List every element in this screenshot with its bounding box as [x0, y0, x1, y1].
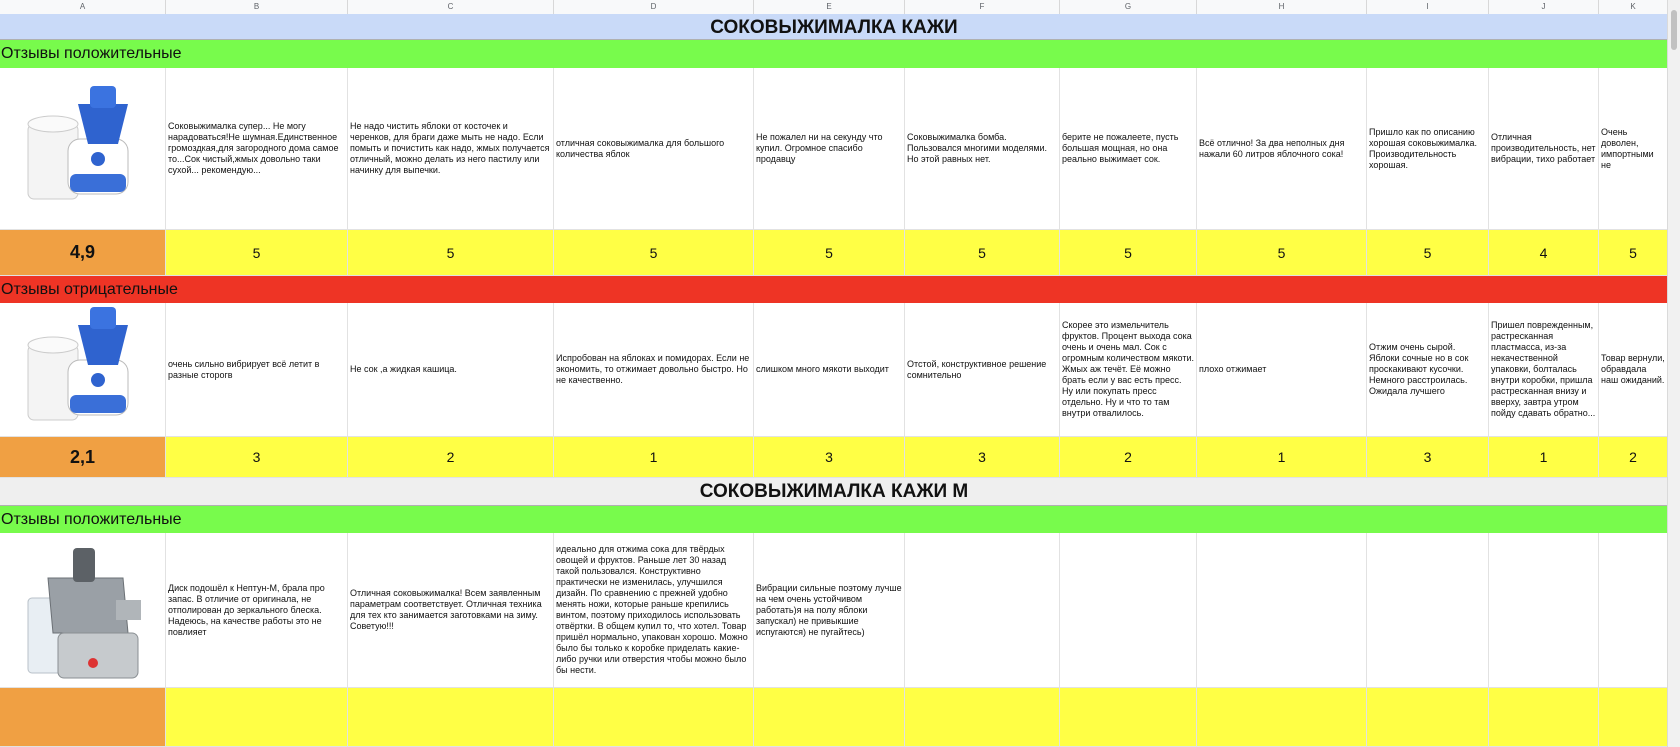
- column-header-a[interactable]: A: [0, 0, 166, 14]
- positive-ratings-row: [0, 230, 1668, 276]
- vertical-scrollbar[interactable]: [1667, 0, 1680, 747]
- review-cell[interactable]: [348, 303, 554, 437]
- column-header-e[interactable]: E: [754, 0, 905, 14]
- rating-cell[interactable]: [1060, 688, 1197, 747]
- review-cell[interactable]: [1489, 303, 1599, 437]
- rating-cell[interactable]: [348, 688, 554, 747]
- review-text: Соковыжималка супер... Не могу нарадоваться!Не шумная.Единственное громоздкая,для загородного дома самое то...Сок чистый,жмых довольно таки сухой... рекомендую...: [168, 121, 339, 175]
- rating-cell[interactable]: 1: [1197, 437, 1367, 478]
- rating-cell[interactable]: 4: [1489, 230, 1599, 276]
- rating-cell[interactable]: 5: [1060, 230, 1197, 276]
- review-cell[interactable]: [754, 68, 905, 230]
- rating-cell[interactable]: [554, 688, 754, 747]
- review-text: Испробован на яблоках и помидорах. Если не экономить, то отжимает довольно быстро. Но не качественно.: [556, 353, 750, 385]
- review-cell[interactable]: [554, 68, 754, 230]
- rating-cell[interactable]: 5: [754, 230, 905, 276]
- rating-cell[interactable]: 3: [166, 437, 348, 478]
- average-rating-cell[interactable]: 2,1: [0, 437, 166, 478]
- review-cell[interactable]: [166, 303, 348, 437]
- review-text: Вибрации сильные поэтому лучше на чем очень устойчивом работать)я на полу яблоки запускал) не привыкшие испугаются) не пугайтесь): [756, 582, 902, 637]
- rating-cell[interactable]: [754, 688, 905, 747]
- rating-cell[interactable]: 3: [905, 437, 1060, 478]
- column-header-d[interactable]: D: [554, 0, 754, 14]
- average-rating-cell[interactable]: 4,9: [0, 230, 166, 276]
- review-text: идеально для отжима сока для твёрдых овощей и фруктов. Раньше лет 30 назад такой пользовался. Конструктивно практически не изменилась, улучшился дизайн. По сравнению с прежней удобно менять ножи, которые раньше крепились винтом, поэтому приходилось использовать отвёртки. В общем купил то, что хотел. Товар пришёл нормально, упакован хорошо. Можно было бы только к коробке приделать какие-либо ручки или отверстия чтобы можно было бы нести.: [556, 544, 748, 675]
- rating-cell[interactable]: [905, 688, 1060, 747]
- review-cell[interactable]: [1367, 533, 1489, 688]
- review-text: Соковыжималка бомба. Пользовался многими моделями. Но этой равных нет.: [907, 132, 1048, 164]
- rating-cell[interactable]: [1599, 688, 1668, 747]
- rating-cell[interactable]: [166, 688, 348, 747]
- positive-reviews-header[interactable]: Отзывы положительные: [0, 40, 1668, 68]
- rating-cell[interactable]: 5: [554, 230, 754, 276]
- review-text: Пришел поврежденным, растресканная пластмасса, из-за некачественной упаковки, болталась внутри коробки, пришла растресканная внизу и вверху, завтра утром пойду сдавать обратно...: [1491, 320, 1596, 418]
- review-cell[interactable]: [1599, 533, 1668, 688]
- review-cell[interactable]: [1197, 533, 1367, 688]
- rating-cell[interactable]: 2: [1060, 437, 1197, 478]
- review-cell[interactable]: [905, 303, 1060, 437]
- review-cell[interactable]: [754, 533, 905, 688]
- review-text: Скорее это измельчитель фруктов. Процент выхода сока очень и очень мал. Сок с огромным количеством мякоти. Жмых аж течёт. Её можно брать если у вас есть пресс. Ну или покупать пресс отдельно. Ну и что то там внутри отвалилось.: [1062, 320, 1194, 418]
- product-title[interactable]: СОКОВЫЖИМАЛКА КАЖИ: [0, 14, 1668, 40]
- column-header-h[interactable]: H: [1197, 0, 1367, 14]
- positive-reviews-row-2: [0, 533, 1668, 688]
- review-cell[interactable]: [754, 303, 905, 437]
- review-text: берите не пожалеете, пусть большая мощная, но она реально выжимает сок.: [1062, 132, 1179, 164]
- review-text: отличная соковыжималка для большого количества яблок: [556, 137, 725, 159]
- review-cell[interactable]: [1599, 303, 1668, 437]
- rating-cell[interactable]: [1489, 688, 1599, 747]
- negative-reviews-header[interactable]: Отзывы отрицательные: [0, 276, 1668, 303]
- positive-ratings-row-2: [0, 688, 1668, 747]
- product-image-graphic: [18, 305, 148, 435]
- review-text: Не надо чистить яблоки от косточек и черенков, для браги даже мыть не надо. Если помыть и почистить как надо, жмых получается отличный, можно делать из него пастилу или начинку для выпечки.: [350, 121, 550, 175]
- product-image[interactable]: [0, 68, 166, 230]
- product-title-2[interactable]: СОКОВЫЖИМАЛКА КАЖИ М: [0, 478, 1668, 506]
- rating-cell[interactable]: 3: [754, 437, 905, 478]
- negative-reviews-row: [0, 303, 1668, 437]
- review-cell[interactable]: [1060, 533, 1197, 688]
- review-cell[interactable]: [1489, 68, 1599, 230]
- review-cell[interactable]: [1599, 68, 1668, 230]
- product-image[interactable]: [0, 533, 166, 688]
- rating-cell[interactable]: 2: [1599, 437, 1668, 478]
- review-text: Не пожалел ни на секунду что купил. Огромное спасибо продавцу: [756, 132, 883, 164]
- review-text: Всё отлично! За два неполных дня нажали 60 литров яблочного сока!: [1199, 137, 1345, 159]
- review-text: Не сок ,а жидкая кашица.: [350, 364, 457, 374]
- rating-cell[interactable]: 5: [1197, 230, 1367, 276]
- review-text: очень сильно вибрирует всё летит в разные сторогв: [168, 358, 320, 380]
- review-cell[interactable]: [1367, 68, 1489, 230]
- rating-cell[interactable]: 5: [166, 230, 348, 276]
- review-text: Диск подошёл к Нептун-М, брала про запас. В отличие от оригинала, не отполирован до зеркального блеска. Надеюсь, на качестве работы это не повлияет: [168, 582, 325, 637]
- column-header-c[interactable]: C: [348, 0, 554, 14]
- review-cell[interactable]: [1197, 68, 1367, 230]
- positive-reviews-row: [0, 68, 1668, 230]
- review-cell[interactable]: [166, 68, 348, 230]
- review-text: Очень доволен, импортными не: [1601, 126, 1654, 170]
- review-cell[interactable]: [905, 533, 1060, 688]
- review-cell[interactable]: [1060, 303, 1197, 437]
- product-image-graphic: [18, 538, 148, 683]
- rating-cell[interactable]: [1367, 688, 1489, 747]
- rating-cell[interactable]: 3: [1367, 437, 1489, 478]
- column-header-g[interactable]: G: [1060, 0, 1197, 14]
- review-text: слишком много мякоти выходит: [756, 364, 889, 374]
- average-rating-cell[interactable]: [0, 688, 166, 747]
- review-cell[interactable]: [1489, 533, 1599, 688]
- review-cell[interactable]: [1197, 303, 1367, 437]
- review-cell[interactable]: [166, 533, 348, 688]
- product-image-graphic: [18, 84, 148, 214]
- column-header-f[interactable]: F: [905, 0, 1060, 14]
- review-cell[interactable]: [554, 533, 754, 688]
- column-header-i[interactable]: I: [1367, 0, 1489, 14]
- review-cell[interactable]: [554, 303, 754, 437]
- column-header-j[interactable]: J: [1489, 0, 1599, 14]
- product-image[interactable]: [0, 303, 166, 437]
- column-header-k[interactable]: K: [1599, 0, 1668, 14]
- rating-cell[interactable]: 5: [1599, 230, 1668, 276]
- column-header-row: [0, 0, 1668, 15]
- review-cell[interactable]: [348, 68, 554, 230]
- review-text: Отжим очень сырой. Яблоки сочные но в сок проскакивают кусочки. Немного расстроилась. Ожидала лучшего: [1369, 342, 1469, 396]
- review-text: Отличная соковыжималка! Всем заявленным параметрам соответствует. Отличная техника для тех кто занимается заготовками на зиму. Советую!!!: [350, 588, 542, 631]
- column-header-b[interactable]: B: [166, 0, 348, 14]
- rating-cell[interactable]: 5: [1367, 230, 1489, 276]
- review-cell[interactable]: [905, 68, 1060, 230]
- review-text: Пришло как по описанию хорошая соковыжималка. Производительность хорошая.: [1369, 126, 1478, 170]
- review-cell[interactable]: [1367, 303, 1489, 437]
- review-cell[interactable]: [1060, 68, 1197, 230]
- rating-cell[interactable]: 5: [905, 230, 1060, 276]
- rating-cell[interactable]: 2: [348, 437, 554, 478]
- review-text: плохо отжимает: [1199, 364, 1267, 374]
- rating-cell[interactable]: [1197, 688, 1367, 747]
- review-cell[interactable]: [348, 533, 554, 688]
- positive-reviews-header-2[interactable]: Отзывы положительные: [0, 506, 1668, 533]
- scrollbar-thumb[interactable]: [1671, 10, 1677, 50]
- rating-cell[interactable]: 5: [348, 230, 554, 276]
- rating-cell[interactable]: 1: [1489, 437, 1599, 478]
- review-text: Отстой, конструктивное решение сомнительно: [907, 358, 1047, 380]
- review-text: Товар вернули, обравдала наш ожиданий.: [1601, 353, 1665, 385]
- negative-ratings-row: [0, 437, 1668, 478]
- review-text: Отличная производительность, нет вибрации, тихо работает: [1491, 132, 1596, 164]
- rating-cell[interactable]: 1: [554, 437, 754, 478]
